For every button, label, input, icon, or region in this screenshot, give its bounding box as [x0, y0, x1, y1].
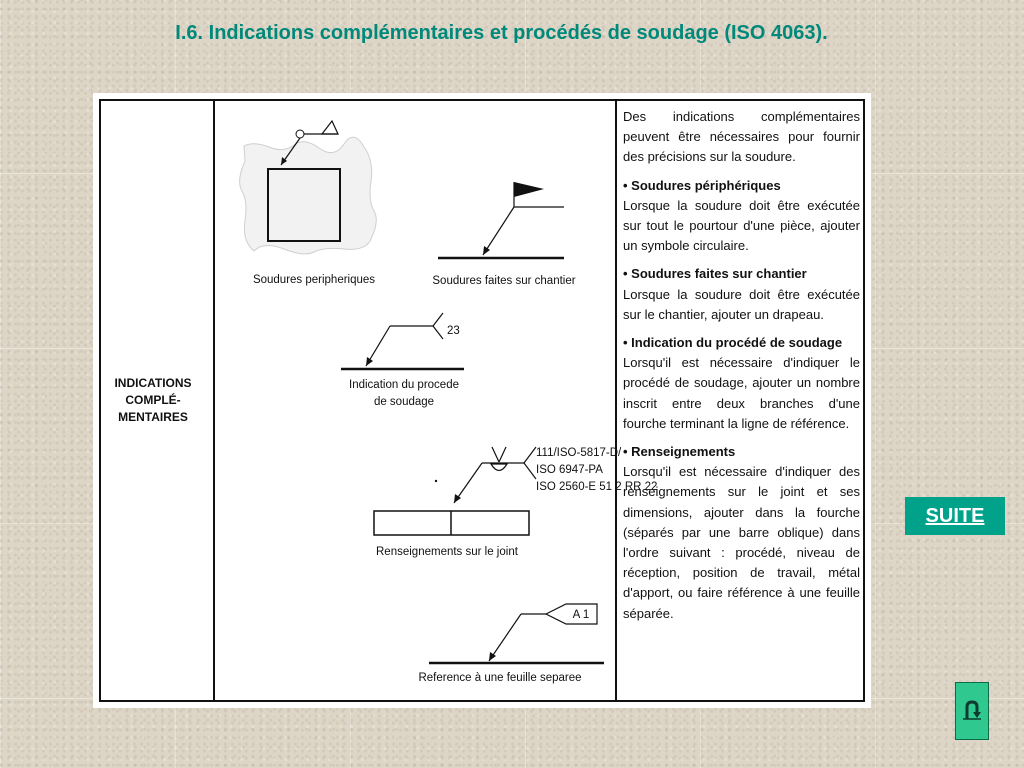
- caption-separate-sheet: Reference à une feuille separee: [418, 672, 582, 684]
- page-title: I.6. Indications complémentaires et procédés de soudage (ISO 4063).: [175, 22, 828, 44]
- joint-line-2: ISO 6947-PA: [536, 464, 603, 476]
- process-indication-diagram: [341, 313, 464, 408]
- v-weld-symbol: [499, 447, 506, 462]
- section-peripheral: [623, 176, 860, 257]
- suite-button[interactable]: [905, 497, 1005, 535]
- category-line: INDICATIONS: [114, 376, 192, 390]
- arrow-line: [489, 614, 521, 661]
- category-label: [103, 375, 203, 426]
- caption-peripheral: Soudures peripheriques: [252, 274, 376, 286]
- section-heading: • Soudures faites sur chantier: [623, 266, 807, 282]
- separate-sheet-diagram: [418, 604, 604, 684]
- section-heading: • Soudures périphériques: [623, 177, 781, 193]
- flag-icon: [514, 182, 544, 197]
- joint-line-1: 111/ISO-5817-D/: [536, 447, 622, 459]
- arrow-head: [366, 357, 373, 366]
- section-info: [623, 442, 860, 624]
- sheet-reference: A 1: [572, 609, 590, 621]
- arrow-head: [489, 652, 496, 661]
- diagrams-column: [214, 101, 658, 701]
- welding-symbol-figure: [93, 93, 871, 708]
- v-weld-symbol: [492, 447, 499, 462]
- u-turn-return-icon: [956, 683, 988, 739]
- suite-label[interactable]: SUITE: [925, 504, 985, 527]
- fork-branch: [433, 313, 443, 326]
- reference-tail-box: [546, 604, 597, 624]
- section-body: Lorsqu'il est nécessaire d'indiquer des renseignements sur le joint et ses dimensions, ajouter dans la fourche (séparés par une barre oblique) dans l'ordre suivant : procédé, niveau de réception, position de travail, métal d'apport, ou faire référence à une feuille séparée.: [623, 464, 860, 621]
- caption-process-2: de soudage: [373, 396, 435, 408]
- fork-branch: [433, 326, 443, 339]
- section-body: Lorsqu'il est nécessaire d'indiquer le procédé de soudage, ajouter un nombre inscrit entre deux branches d'une fourche terminant la ligne de référence.: [623, 355, 860, 431]
- fork-branch: [524, 463, 536, 479]
- fillet-symbol: [322, 121, 338, 134]
- process-number: 23: [447, 325, 460, 337]
- backing-weld-symbol: [491, 464, 507, 471]
- caption-joint-info: Renseignements sur le joint: [376, 546, 518, 558]
- category-line: MENTAIRES: [118, 410, 188, 424]
- diagrams-svg: [214, 101, 658, 701]
- intro-paragraph: Des indications complémentaires peuvent être nécessaires pour fournir des précisions sur la soudure.: [623, 109, 860, 165]
- explanation-text: [623, 107, 860, 632]
- site-weld-diagram: [432, 182, 575, 287]
- section-body: Lorsque la soudure doit être exécutée sur le chantier, ajouter un drapeau.: [623, 286, 860, 322]
- circle-symbol: [296, 130, 304, 138]
- category-line: COMPLÉ-: [125, 393, 181, 407]
- section-site: [623, 264, 860, 325]
- caption-process-1: Indication du procede: [349, 379, 459, 391]
- section-process: [623, 333, 860, 434]
- section-heading: • Renseignements: [623, 444, 736, 460]
- arrow-head: [483, 246, 490, 255]
- part-outline: [240, 137, 377, 254]
- caption-site: Soudures faites sur chantier: [432, 275, 576, 287]
- section-heading: • Indication du procédé de soudage: [623, 335, 843, 351]
- column-divider-right: [615, 101, 617, 700]
- dot-mark: [435, 480, 437, 482]
- peripheral-weld-diagram: [240, 121, 377, 286]
- joint-line-3: ISO 2560-E 51 2 RR 22: [536, 481, 658, 493]
- return-button[interactable]: [955, 682, 989, 740]
- arrow-line: [483, 207, 514, 255]
- fork-branch: [524, 447, 536, 463]
- section-body: Lorsque la soudure doit être exécutée sur tout le pourtour d'une pièce, ajouter un symbole circulaire.: [623, 197, 860, 254]
